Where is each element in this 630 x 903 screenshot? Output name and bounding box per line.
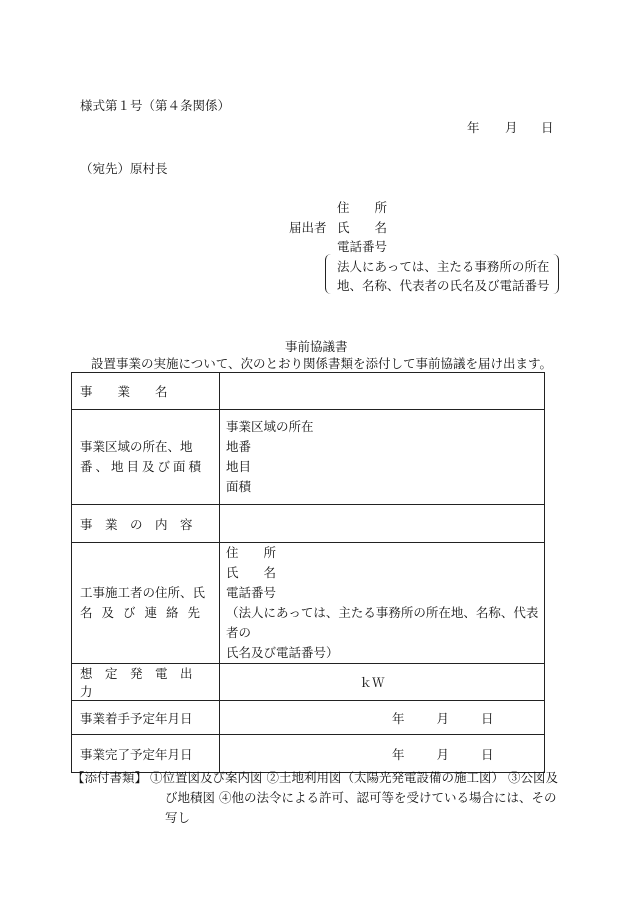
table-row-content — [72, 505, 545, 543]
applicant-address-label: 住 所 — [337, 200, 388, 215]
applicant-note-line2: 地、名称、代表者の氏名及び電話番号 — [337, 278, 550, 293]
start-date-year: 年 — [392, 710, 405, 726]
intro-text: 設置事業の実施について、次のとおり関係書類を添付して事前協議を届け出ます。 — [91, 356, 553, 371]
date-day: 日 — [541, 120, 554, 135]
table-row-project-name — [72, 373, 545, 410]
applicant-role-label: 届出者 — [289, 220, 327, 235]
end-date-value[interactable] — [220, 735, 545, 773]
project-name-value[interactable] — [220, 373, 545, 410]
contractor-note-line1: （法人にあっては、主たる事務所の所在地、名称、代表者の — [226, 605, 539, 640]
project-name-label — [80, 382, 215, 400]
end-date-month: 月 — [436, 746, 450, 762]
table-row-area — [72, 410, 545, 505]
area-label-line1: 事業区域の所在、地 — [80, 439, 193, 454]
attachments-line3: 写し — [165, 810, 191, 825]
output-value[interactable] — [220, 664, 545, 701]
contractor-name: 氏 名 — [226, 565, 277, 580]
start-date-day: 日 — [481, 710, 494, 726]
content-value[interactable] — [220, 505, 545, 543]
applicant-phone-label: 電話番号 — [337, 239, 388, 254]
date-year: 年 — [467, 120, 480, 135]
contractor-note-line2: 氏名及び電話番号） — [226, 645, 339, 660]
table-row-start-date — [72, 701, 545, 735]
area-item-lot: 地番 — [226, 439, 252, 454]
end-date-day: 日 — [481, 746, 494, 762]
contractor-value[interactable] — [220, 543, 545, 664]
output-label: 想 定 発 電 出 力 — [72, 664, 220, 701]
application-table — [71, 372, 545, 773]
area-item-category: 地目 — [226, 459, 252, 474]
start-date-value[interactable] — [220, 701, 545, 735]
table-row-contractor — [72, 543, 545, 664]
table-row-end-date — [72, 735, 545, 773]
output-unit: ｋＷ — [359, 675, 385, 690]
date-month: 月 — [505, 120, 518, 135]
area-label-line2: 番、地目及び面積 — [80, 459, 205, 474]
end-date-label: 事業完了予定年月日 — [72, 735, 220, 773]
document-title: 事前協議書 — [285, 339, 348, 354]
area-item-size: 面積 — [226, 479, 252, 494]
attachments-line2: び地積図 ④他の法令による許可、認可等を受けている場合には、その — [165, 790, 557, 805]
contractor-phone: 電話番号 — [226, 585, 277, 600]
area-value[interactable] — [220, 410, 545, 505]
applicant-note-line1: 法人にあっては、主たる事務所の所在 — [337, 259, 550, 274]
attachments-line1: ①位置図及び案内図 ②土地利用図（太陽光発電設備の施工図） ③公図及 — [150, 770, 558, 785]
contractor-address: 住 所 — [226, 545, 277, 560]
project-name-label-text: 事 業 名 — [80, 384, 168, 399]
contractor-label-line1: 工事施工者の住所、氏 — [80, 585, 206, 600]
form-number: 様式第１号（第４条関係） — [80, 98, 231, 113]
content-label: 事 業 の 内 容 — [72, 505, 220, 543]
area-item-location: 事業区域の所在 — [226, 419, 314, 434]
start-date-month: 月 — [436, 710, 450, 726]
table-row-output — [72, 664, 545, 701]
start-date-label: 事業着手予定年月日 — [72, 701, 220, 735]
applicant-name-label: 氏 名 — [337, 220, 388, 235]
attachments-label: 【添付書類】 — [72, 770, 148, 785]
contractor-label-line2: 名及び連絡先 — [80, 605, 210, 620]
addressee: （宛先）原村長 — [80, 161, 168, 176]
end-date-year: 年 — [392, 746, 405, 762]
